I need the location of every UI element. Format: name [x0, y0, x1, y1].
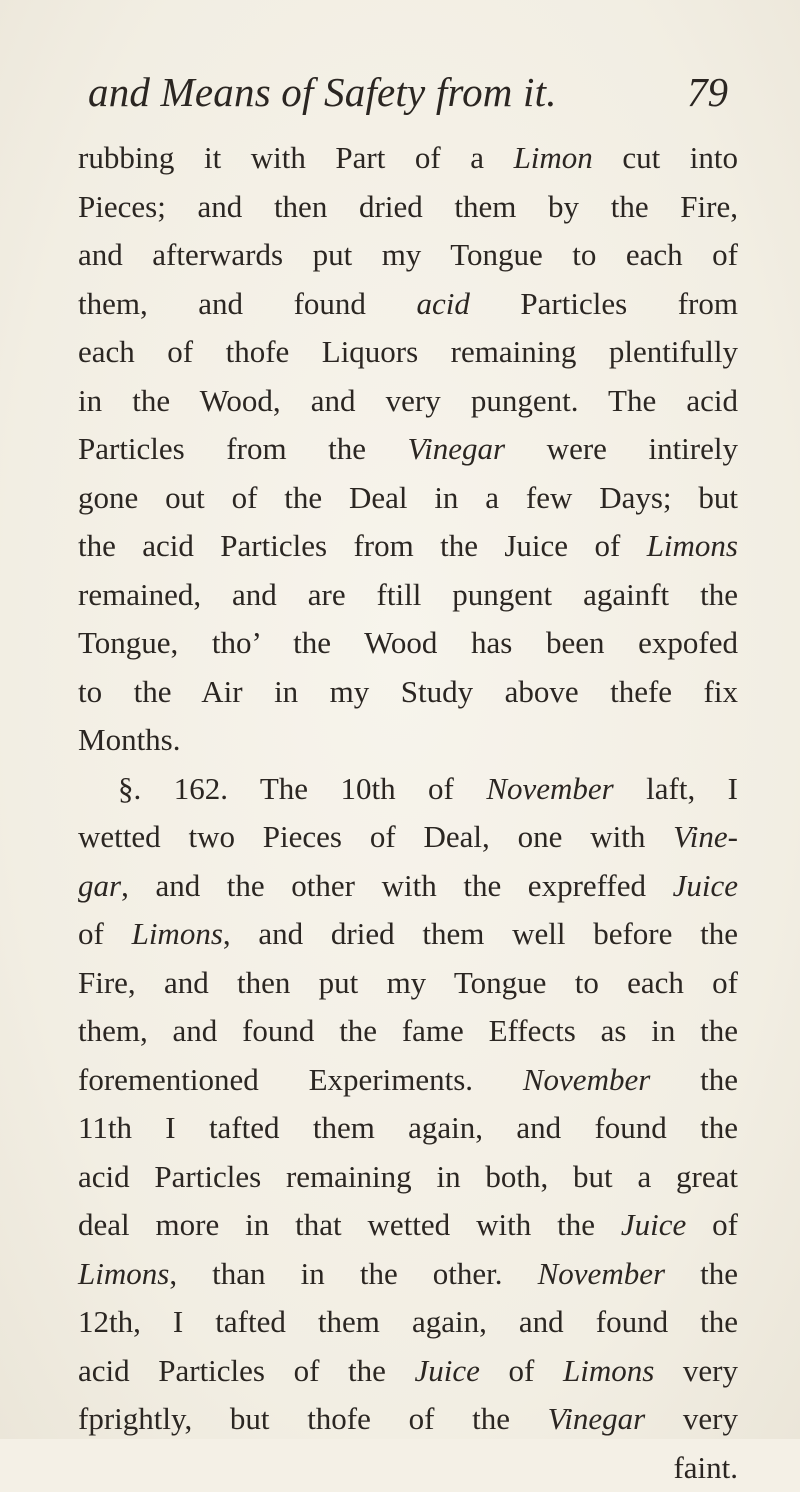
text-line: Months.	[78, 716, 738, 765]
italic-text: Limon	[514, 140, 593, 175]
italic-text: November	[523, 1062, 650, 1097]
running-head: and Means of Safety from it.	[88, 68, 557, 116]
text-line: wetted two Pieces of Deal, one with Vine-	[78, 813, 738, 862]
italic-text: Vinegar	[408, 431, 506, 466]
italic-text: Limons	[563, 1353, 654, 1388]
text-line: of Limons, and dried them well before the	[78, 910, 738, 959]
text-line: remained, and are ftill pungent againft the	[78, 571, 738, 620]
italic-text: Limons	[78, 1256, 169, 1291]
text-line: rubbing it with Part of a Limon cut into	[78, 134, 738, 183]
text-line: gone out of the Deal in a few Days; but	[78, 474, 738, 523]
text-line: 12th, I tafted them again, and found the	[78, 1298, 738, 1347]
text-line: deal more in that wetted with the Juice of	[78, 1201, 738, 1250]
text-line: 11th I tafted them again, and found the	[78, 1104, 738, 1153]
text-line: forementioned Experiments. November the	[78, 1056, 738, 1105]
body-text	[78, 134, 738, 1492]
italic-text: Juice	[415, 1353, 480, 1388]
text-line: each of thofe Liquors remaining plentifully	[78, 328, 738, 377]
italic-text: Juice	[673, 868, 738, 903]
text-line: faint.	[78, 1444, 738, 1492]
text-line: Particles from the Vinegar were intirely	[78, 425, 738, 474]
italic-text: Limons	[647, 528, 738, 563]
text-line: fprightly, but thofe of the Vinegar very	[78, 1395, 738, 1444]
text-line: them, and found acid Particles from	[78, 280, 738, 329]
text-line: to the Air in my Study above thefe fix	[78, 668, 738, 717]
italic-text: acid	[417, 286, 470, 321]
text-line: Fire, and then put my Tongue to each of	[78, 959, 738, 1008]
italic-text: Limons	[132, 916, 223, 951]
text-line: gar, and the other with the expreffed Juice	[78, 862, 738, 911]
italic-text: Juice	[621, 1207, 686, 1242]
text-line: them, and found the fame Effects as in the	[78, 1007, 738, 1056]
text-line: acid Particles of the Juice of Limons very	[78, 1347, 738, 1396]
italic-text: November	[538, 1256, 665, 1291]
italic-text: gar	[78, 868, 121, 903]
page-number: 79	[687, 68, 728, 116]
text-line: §. 162. The 10th of November laft, I	[78, 765, 738, 814]
text-line: and afterwards put my Tongue to each of	[78, 231, 738, 280]
text-line: the acid Particles from the Juice of Limons	[78, 522, 738, 571]
text-line: Limons, than in the other. November the	[78, 1250, 738, 1299]
text-line: Tongue, tho’ the Wood has been expofed	[78, 619, 738, 668]
italic-text: November	[486, 771, 613, 806]
page-header	[88, 68, 728, 128]
text-line: Pieces; and then dried them by the Fire,	[78, 183, 738, 232]
italic-text: Vine-	[673, 819, 738, 854]
text-line: in the Wood, and very pungent. The acid	[78, 377, 738, 426]
italic-text: Vinegar	[548, 1401, 646, 1436]
text-line: acid Particles remaining in both, but a great	[78, 1153, 738, 1202]
